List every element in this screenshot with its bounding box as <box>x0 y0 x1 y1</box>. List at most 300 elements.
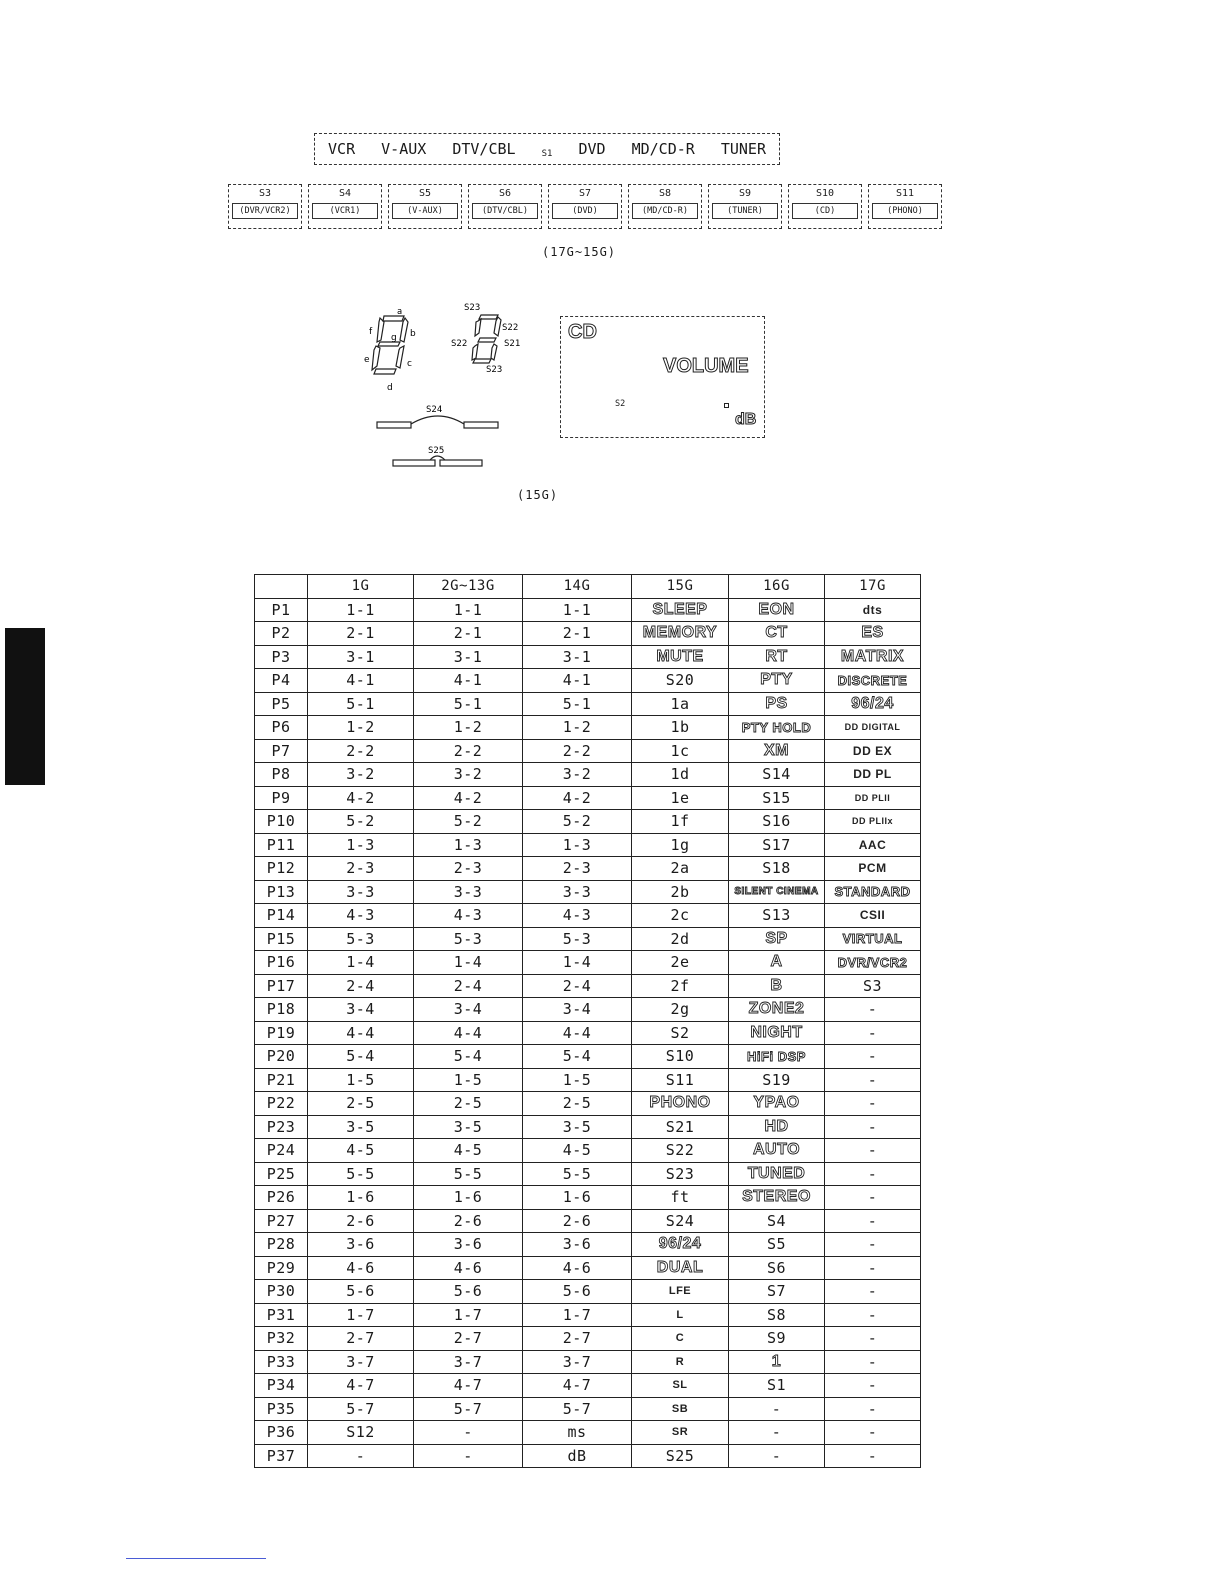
table-cell: C <box>632 1327 729 1351</box>
footer-rule <box>126 1558 266 1559</box>
table-cell: 1d <box>632 763 729 787</box>
table-cell: 3-7 <box>308 1350 414 1374</box>
table-cell: ZONE2 <box>729 998 825 1022</box>
table-row <box>255 998 921 1022</box>
table-cell: 3-2 <box>414 763 523 787</box>
table-cell: 3-3 <box>308 880 414 904</box>
table-cell: 1e <box>632 786 729 810</box>
table-cell: 5-4 <box>414 1045 523 1069</box>
row-label-cell: P2 <box>255 622 308 646</box>
segment-box <box>708 184 782 229</box>
table-cell: 3-5 <box>523 1115 632 1139</box>
segment-box <box>468 184 542 229</box>
table-cell: 2-7 <box>523 1327 632 1351</box>
label-b: b <box>410 329 416 339</box>
row-label-cell: P16 <box>255 951 308 975</box>
table-cell: - <box>825 1233 921 1257</box>
table-cell: S8 <box>729 1303 825 1327</box>
table-cell: SB <box>632 1397 729 1421</box>
label-s24: S24 <box>426 405 443 415</box>
table-row <box>255 1397 921 1421</box>
table-header-row <box>255 575 921 599</box>
table-row <box>255 1021 921 1045</box>
table-cell: 1-5 <box>414 1068 523 1092</box>
table-cell: NIGHT <box>729 1021 825 1045</box>
segment-name: (PHONO) <box>872 203 938 219</box>
cd-indicator: CD <box>568 321 597 343</box>
table-cell: S11 <box>632 1068 729 1092</box>
label-s21: S21 <box>504 339 521 349</box>
volume-display-box <box>560 316 765 438</box>
table-row <box>255 1374 921 1398</box>
table-cell: - <box>308 1444 414 1468</box>
segment-id: S8 <box>658 188 672 199</box>
table-cell: 2-5 <box>523 1092 632 1116</box>
table-cell: DVR/VCR2 <box>825 951 921 975</box>
table-cell: MUTE <box>632 645 729 669</box>
table-cell: - <box>825 1186 921 1210</box>
table-cell: 2-7 <box>308 1327 414 1351</box>
table-cell: 4-1 <box>414 669 523 693</box>
table-cell: - <box>729 1397 825 1421</box>
table-cell: TUNED <box>729 1162 825 1186</box>
segment-box <box>308 184 382 229</box>
label-s22-right: S22 <box>502 323 519 333</box>
table-cell: 2-4 <box>523 974 632 998</box>
table-cell: - <box>825 1421 921 1445</box>
table-cell: - <box>825 1397 921 1421</box>
table-cell: VIRTUAL <box>825 927 921 951</box>
table-cell: 2-5 <box>414 1092 523 1116</box>
segment-name: (V-AUX) <box>392 203 458 219</box>
table-cell: 4-3 <box>414 904 523 928</box>
row-label-cell: P37 <box>255 1444 308 1468</box>
table-cell: B <box>729 974 825 998</box>
header-cell: 17G <box>825 575 921 599</box>
table-cell: S17 <box>729 833 825 857</box>
table-cell: DUAL <box>632 1256 729 1280</box>
table-cell: 5-7 <box>414 1397 523 1421</box>
table-cell: 5-5 <box>414 1162 523 1186</box>
table-cell: ms <box>523 1421 632 1445</box>
label-e: e <box>364 355 370 365</box>
table-cell: 3-5 <box>308 1115 414 1139</box>
row-label-cell: P14 <box>255 904 308 928</box>
table-cell: XM <box>729 739 825 763</box>
row-label-cell: P6 <box>255 716 308 740</box>
table-cell: - <box>729 1444 825 1468</box>
table-row <box>255 1068 921 1092</box>
label-s25: S25 <box>428 446 445 456</box>
row-label-cell: P21 <box>255 1068 308 1092</box>
table-cell: 4-7 <box>414 1374 523 1398</box>
page-edge-tab <box>5 628 45 785</box>
row-label-cell: P11 <box>255 833 308 857</box>
row-label-cell: P8 <box>255 763 308 787</box>
table-row <box>255 974 921 998</box>
row-label-cell: P3 <box>255 645 308 669</box>
table-row <box>255 1045 921 1069</box>
segment-name: (DVD) <box>552 203 618 219</box>
label-g: g <box>391 333 397 343</box>
table-cell: 4-5 <box>308 1139 414 1163</box>
input-label-md-cd-r: MD/CD-R <box>631 140 695 158</box>
table-cell: SP <box>729 927 825 951</box>
table-row <box>255 951 921 975</box>
table-cell: DD PLIIx <box>825 810 921 834</box>
table-row <box>255 904 921 928</box>
table-cell: 1-6 <box>308 1186 414 1210</box>
table-cell: S6 <box>729 1256 825 1280</box>
table-cell: 5-5 <box>308 1162 414 1186</box>
table-cell: 2f <box>632 974 729 998</box>
table-cell: S22 <box>632 1139 729 1163</box>
table-cell: - <box>825 1045 921 1069</box>
table-cell: S5 <box>729 1233 825 1257</box>
table-cell: 4-5 <box>414 1139 523 1163</box>
segment-box <box>548 184 622 229</box>
table-cell: 1-6 <box>523 1186 632 1210</box>
table-cell: 2-2 <box>308 739 414 763</box>
table-cell: 3-2 <box>308 763 414 787</box>
row-label-cell: P36 <box>255 1421 308 1445</box>
table-row <box>255 857 921 881</box>
header-cell: 16G <box>729 575 825 599</box>
table-cell: SLEEP <box>632 598 729 622</box>
table-cell: L <box>632 1303 729 1327</box>
table-cell: - <box>825 1280 921 1304</box>
table-cell: 1-2 <box>308 716 414 740</box>
table-cell: PS <box>729 692 825 716</box>
table-cell: CT <box>729 622 825 646</box>
table-cell: AUTO <box>729 1139 825 1163</box>
input-label-tuner: TUNER <box>720 140 766 158</box>
row-label-cell: P31 <box>255 1303 308 1327</box>
table-cell: 2g <box>632 998 729 1022</box>
table-cell: 5-2 <box>414 810 523 834</box>
table-cell: S1 <box>729 1374 825 1398</box>
table-cell: 2-1 <box>308 622 414 646</box>
table-cell: 4-2 <box>523 786 632 810</box>
table-cell: EON <box>729 598 825 622</box>
table-cell: S7 <box>729 1280 825 1304</box>
table-cell: 4-7 <box>523 1374 632 1398</box>
table-cell: 3-7 <box>414 1350 523 1374</box>
segment-name: (DTV/CBL) <box>472 203 538 219</box>
table-cell: 5-4 <box>523 1045 632 1069</box>
table-cell: 4-4 <box>414 1021 523 1045</box>
table-cell: 5-1 <box>308 692 414 716</box>
table-cell: - <box>825 1374 921 1398</box>
table-cell: 96/24 <box>632 1233 729 1257</box>
table-cell: 5-6 <box>308 1280 414 1304</box>
row-label-cell: P22 <box>255 1092 308 1116</box>
row-label-cell: P13 <box>255 880 308 904</box>
table-cell: S24 <box>632 1209 729 1233</box>
segment-name: (CD) <box>792 203 858 219</box>
table-row <box>255 645 921 669</box>
table-cell: - <box>729 1421 825 1445</box>
table-cell: 4-2 <box>414 786 523 810</box>
table-cell: 1-3 <box>308 833 414 857</box>
table-cell: 5-2 <box>308 810 414 834</box>
segment-name: (TUNER) <box>712 203 778 219</box>
table-cell: 4-6 <box>523 1256 632 1280</box>
label-s22-left: S22 <box>451 339 468 349</box>
table-cell: HD <box>729 1115 825 1139</box>
table-cell: 2-3 <box>523 857 632 881</box>
table-cell: DD PLII <box>825 786 921 810</box>
table-cell: S25 <box>632 1444 729 1468</box>
table-cell: 1-1 <box>308 598 414 622</box>
caption-15g: (15G) <box>517 488 559 502</box>
row-label-cell: P23 <box>255 1115 308 1139</box>
table-cell: S2 <box>632 1021 729 1045</box>
table-cell: - <box>825 1139 921 1163</box>
volume-indicator: VOLUME <box>663 355 749 377</box>
table-cell: S18 <box>729 857 825 881</box>
table-cell: 1-3 <box>414 833 523 857</box>
table-cell: S19 <box>729 1068 825 1092</box>
table-cell: 5-5 <box>523 1162 632 1186</box>
table-cell: - <box>825 1327 921 1351</box>
table-cell: 3-4 <box>523 998 632 1022</box>
table-cell: - <box>825 1092 921 1116</box>
table-row <box>255 598 921 622</box>
table-cell: 3-7 <box>523 1350 632 1374</box>
table-cell: LFE <box>632 1280 729 1304</box>
table-cell: - <box>825 1350 921 1374</box>
table-cell: 2b <box>632 880 729 904</box>
table-row <box>255 622 921 646</box>
row-label-cell: P17 <box>255 974 308 998</box>
table-row <box>255 1209 921 1233</box>
table-cell: 5-7 <box>308 1397 414 1421</box>
table-cell: 1g <box>632 833 729 857</box>
label-s23-bottom: S23 <box>486 365 503 375</box>
table-cell: 96/24 <box>825 692 921 716</box>
caption-17g-15g: (17G~15G) <box>542 245 617 259</box>
table-cell: 5-1 <box>414 692 523 716</box>
input-indicator-row <box>314 133 780 165</box>
seven-segment-diagram <box>362 304 434 392</box>
table-cell: PHONO <box>632 1092 729 1116</box>
table-cell: 2-4 <box>414 974 523 998</box>
table-cell: 3-1 <box>523 645 632 669</box>
table-cell: 5-3 <box>414 927 523 951</box>
table-cell: 2-4 <box>308 974 414 998</box>
table-cell: 2-6 <box>308 1209 414 1233</box>
table-cell: 1a <box>632 692 729 716</box>
table-cell: 3-1 <box>414 645 523 669</box>
table-cell: 2-3 <box>414 857 523 881</box>
table-row <box>255 833 921 857</box>
table-cell: 3-6 <box>308 1233 414 1257</box>
segment-box <box>628 184 702 229</box>
table-row <box>255 1139 921 1163</box>
table-cell: 4-3 <box>308 904 414 928</box>
table-cell: 4-4 <box>308 1021 414 1045</box>
table-cell: 4-6 <box>414 1256 523 1280</box>
label-c: c <box>407 359 412 369</box>
table-row <box>255 1421 921 1445</box>
table-cell: PTY <box>729 669 825 693</box>
header-cell: 14G <box>523 575 632 599</box>
table-cell: 2e <box>632 951 729 975</box>
row-label-cell: P26 <box>255 1186 308 1210</box>
table-cell: SILENT CINEMA <box>729 880 825 904</box>
segment-id: S9 <box>738 188 752 199</box>
table-cell: 4-5 <box>523 1139 632 1163</box>
table-cell: 3-6 <box>414 1233 523 1257</box>
header-cell: 15G <box>632 575 729 599</box>
table-cell: 1-7 <box>414 1303 523 1327</box>
table-cell: 1-4 <box>414 951 523 975</box>
segment-b <box>400 318 408 342</box>
table-cell: 2-3 <box>308 857 414 881</box>
table-cell: 1-6 <box>414 1186 523 1210</box>
table-cell: 2-6 <box>414 1209 523 1233</box>
segment-name: (MD/CD-R) <box>632 203 698 219</box>
table-cell: DISCRETE <box>825 669 921 693</box>
table-row <box>255 1350 921 1374</box>
table-cell: S4 <box>729 1209 825 1233</box>
segment-id: S3 <box>258 188 272 199</box>
label-f: f <box>369 327 373 337</box>
table-cell: 1 <box>729 1350 825 1374</box>
table-cell: 5-4 <box>308 1045 414 1069</box>
s2-label: S2 <box>615 399 626 409</box>
segment-f <box>377 318 384 342</box>
row-label-cell: P5 <box>255 692 308 716</box>
table-cell: 3-3 <box>414 880 523 904</box>
segment-id: S10 <box>815 188 835 199</box>
table-row <box>255 1256 921 1280</box>
table-cell: dB <box>523 1444 632 1468</box>
table-cell: 4-3 <box>523 904 632 928</box>
table-cell: 1c <box>632 739 729 763</box>
db-indicator: dB <box>735 411 757 428</box>
table-cell: A <box>729 951 825 975</box>
row-label-cell: P25 <box>255 1162 308 1186</box>
table-cell: 3-4 <box>414 998 523 1022</box>
table-row <box>255 1115 921 1139</box>
table-cell: STANDARD <box>825 880 921 904</box>
s24-arc-diagram <box>374 402 502 436</box>
table-cell: - <box>825 1209 921 1233</box>
row-label-cell: P20 <box>255 1045 308 1069</box>
table-cell: ES <box>825 622 921 646</box>
table-cell: 1-1 <box>414 598 523 622</box>
table-cell: CSII <box>825 904 921 928</box>
segment-id: S11 <box>895 188 915 199</box>
row-label-cell: P12 <box>255 857 308 881</box>
table-cell: 3-6 <box>523 1233 632 1257</box>
table-cell: 4-4 <box>523 1021 632 1045</box>
segment-grid-table <box>254 574 921 1468</box>
table-cell: 3-4 <box>308 998 414 1022</box>
row-label-cell: P24 <box>255 1139 308 1163</box>
row-label-cell: P35 <box>255 1397 308 1421</box>
table-cell: 4-1 <box>523 669 632 693</box>
segment-id: S5 <box>418 188 432 199</box>
table-cell: 2a <box>632 857 729 881</box>
label-d: d <box>387 383 393 392</box>
table-cell: 2c <box>632 904 729 928</box>
segment-box <box>788 184 862 229</box>
table-cell: - <box>825 1256 921 1280</box>
label-s23-top: S23 <box>464 303 481 313</box>
table-cell: 1f <box>632 810 729 834</box>
row-label-cell: P32 <box>255 1327 308 1351</box>
table-row <box>255 669 921 693</box>
table-cell: 5-6 <box>523 1280 632 1304</box>
segment-id: S6 <box>498 188 512 199</box>
table-cell: 2-7 <box>414 1327 523 1351</box>
row-label-cell: P33 <box>255 1350 308 1374</box>
segment-d <box>374 369 396 374</box>
header-cell: 1G <box>308 575 414 599</box>
table-cell: 2-5 <box>308 1092 414 1116</box>
row-label-cell: P10 <box>255 810 308 834</box>
table-cell: S20 <box>632 669 729 693</box>
table-cell: 5-6 <box>414 1280 523 1304</box>
row-label-cell: P28 <box>255 1233 308 1257</box>
segment-e <box>372 346 380 370</box>
table-cell: 2-2 <box>414 739 523 763</box>
table-cell: 4-6 <box>308 1256 414 1280</box>
s25-arc-diagram <box>390 443 486 471</box>
segment-box <box>388 184 462 229</box>
table-cell: 3-5 <box>414 1115 523 1139</box>
row-label-cell: P4 <box>255 669 308 693</box>
table-cell: DD DIGITAL <box>825 716 921 740</box>
table-cell: 1-2 <box>523 716 632 740</box>
table-cell: S3 <box>825 974 921 998</box>
table-cell: S13 <box>729 904 825 928</box>
row-label-cell: P34 <box>255 1374 308 1398</box>
table-cell: 5-3 <box>523 927 632 951</box>
table-cell: 4-2 <box>308 786 414 810</box>
table-row <box>255 880 921 904</box>
table-row <box>255 739 921 763</box>
table-cell: 2-1 <box>414 622 523 646</box>
table-row <box>255 1280 921 1304</box>
table-row <box>255 1092 921 1116</box>
table-cell: 1-7 <box>523 1303 632 1327</box>
table-cell: S10 <box>632 1045 729 1069</box>
table-cell: 2-6 <box>523 1209 632 1233</box>
row-label-cell: P15 <box>255 927 308 951</box>
table-cell: 2d <box>632 927 729 951</box>
table-row <box>255 927 921 951</box>
table-row <box>255 810 921 834</box>
table-cell: S15 <box>729 786 825 810</box>
table-cell: ft <box>632 1186 729 1210</box>
header-cell <box>255 575 308 599</box>
table-row <box>255 786 921 810</box>
table-row <box>255 1444 921 1468</box>
table-cell: YPAO <box>729 1092 825 1116</box>
input-label-dvd: DVD <box>578 140 606 158</box>
table-cell: S23 <box>632 1162 729 1186</box>
segment-box <box>868 184 942 229</box>
table-cell: 4-1 <box>308 669 414 693</box>
table-cell: 1-4 <box>308 951 414 975</box>
table-cell: S14 <box>729 763 825 787</box>
row-label-cell: P9 <box>255 786 308 810</box>
table-cell: - <box>825 1444 921 1468</box>
